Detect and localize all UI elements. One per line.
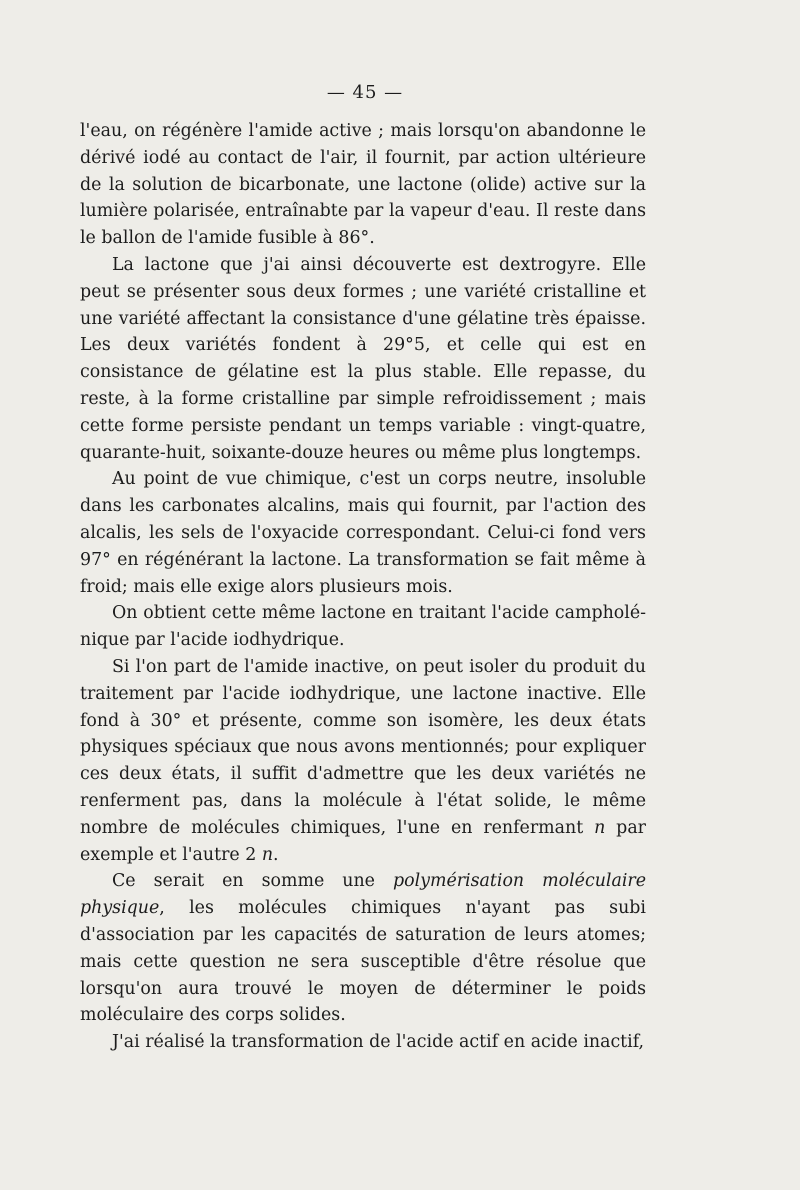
text-segment: l'eau, on régénère l'amide active ; mais lorsqu'on abandonne le dérivé iodé au contact de l'air, il fournit, par action ultérieure de la solution de bicarbonate, une lactone (olide) active sur la lumière polarisée, entraînabte par la vapeur d'eau. Il reste dans le ballon de l'amide fusible à 86°. — [80, 121, 646, 249]
page-number: — 45 — — [326, 82, 404, 103]
text-segment: par exemple et l'autre 2 — [80, 817, 646, 865]
text-segment: On obtient cette même lactone en traitant l'acide campholé-nique par l'acide iodhydrique. — [80, 603, 646, 651]
paragraph-4 — [80, 600, 646, 654]
paragraph-7 — [80, 1029, 646, 1056]
text-segment: Au point de vue chimique, c'est un corps neutre, insoluble dans les carbonates alcalins, mais qui fournit, par l'action des alcalis, les sels de l'oxyacide correspondant. Celui-ci fond vers 97° en régénérant la lactone. La transformation se fait même à froid; mais elle exige alors plusieurs mois. — [80, 469, 646, 597]
paragraph-6 — [80, 868, 646, 1029]
text-segment: Si l'on part de l'amide inactive, on peut isoler du produit du traitement par l'acide iodhydrique, une lactone inactive. Elle fond à 30° et présente, comme son isomère, les deux états physiques spéciaux que nous avons mentionnés; pour expliquer ces deux états, il suffit d'admettre que les deux variétés ne renferment pas, dans la molécule à l'état solide, le même nombre de molécules chimiques, l'une en renfermant — [80, 656, 646, 838]
paragraph-3 — [80, 466, 646, 600]
italic-phrase: polymérisation moléculaire physique — [80, 871, 646, 919]
text-segment: . — [273, 844, 279, 865]
paragraph-5 — [80, 654, 646, 868]
paragraph-1 — [80, 118, 646, 252]
paragraph-2 — [80, 252, 646, 466]
text-segment: J'ai réalisé la transformation de l'acide actif en acide inactif, — [112, 1032, 645, 1053]
text-segment: La lactone que j'ai ainsi découverte est dextrogyre. Elle peut se présenter sous deux formes ; une variété cristalline et une variété affectant la consistance d'une gélatine très épaisse. Les deux variétés fondent à 29°5, et celle qui est en consistance de gélatine est la plus stable. Elle repasse, du reste, à la forme cristalline par simple refroidissement ; mais cette forme persiste pendant un temps variable : vingt-quatre, quarante-huit, soixante-douze heures ou même plus longtemps. — [80, 254, 646, 463]
italic-symbol: n — [594, 817, 606, 838]
text-segment: , les molécules chimiques n'ayant pas subi d'association par les capacités de saturation de leurs atomes; mais cette question ne sera susceptible d'être résolue que lorsqu'on aura trouvé le moyen de déterminer le poids moléculaire des corps solides. — [80, 898, 646, 1026]
body-text — [80, 118, 646, 1056]
text-segment: Ce serait en somme une — [112, 871, 393, 892]
italic-symbol: n — [261, 844, 274, 865]
